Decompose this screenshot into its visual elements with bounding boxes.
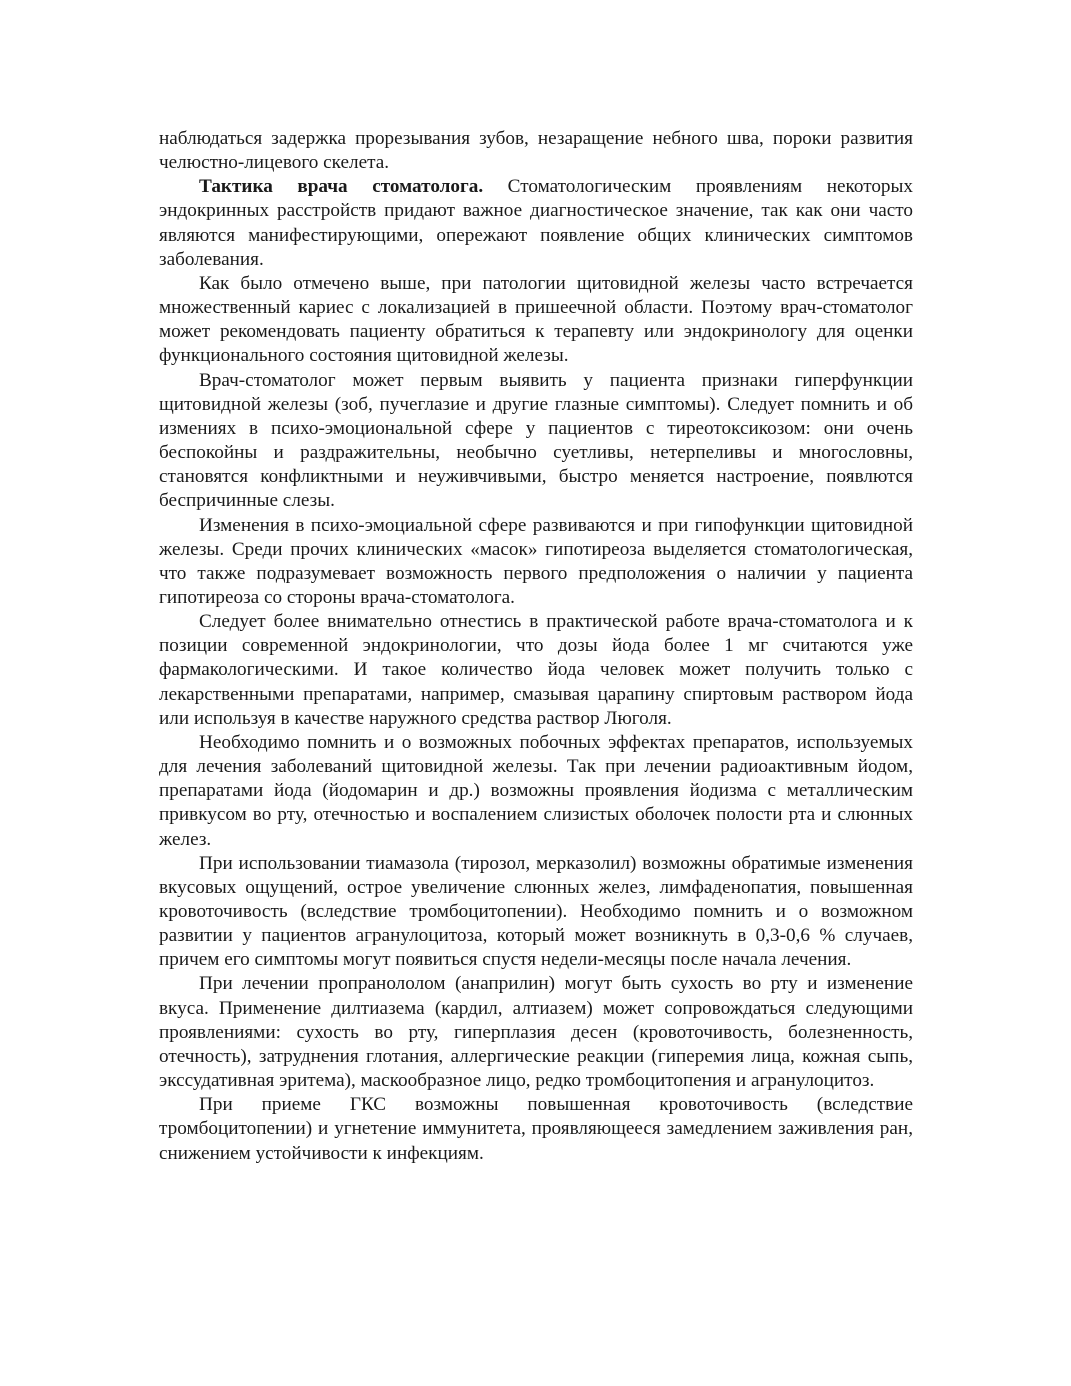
paragraph-text: При использовании тиамазола (тирозол, мерказолил) возможны обратимые изменения вкусовых ощущений, острое увеличение слюнных желез, лимфаденопатия, повышенная кровоточивость (вследствие тромбоцитопении). Необходимо помнить и о возможном развитии у пациентов агранулоцитоза, который может возникнуть в 0,3-0,6 % случаев, причем его симптомы могут появиться спустя недели-месяцы после начала лечения. (159, 852, 913, 971)
paragraph-side-effects (159, 731, 913, 852)
paragraph-dentist-tactics (159, 175, 913, 272)
paragraph-caries (159, 272, 913, 369)
paragraph-text: Как было отмечено выше, при патологии щитовидной железы часто встречается множественный кариес с локализацией в пришеечной области. Поэтому врач-стоматолог может рекомендовать пациенту обратиться к терапевту или эндокринологу для оценки функционального состояния щитовидной железы. (159, 272, 913, 367)
document-page (159, 127, 913, 1166)
paragraph-hyperfunction (159, 369, 913, 514)
paragraph-text: При лечении пропранололом (анаприлин) могут быть сухость во рту и изменение вкуса. Применение дилтиазема (кардил, алтиазем) может сопровождаться следующими проявлениями: сухость во рту, гиперплазия десен (кровоточивость, болезненность, отечность), затруднения глотания, аллергические реакции (гиперемия лица, кожная сыпь, экссудативная эритема), маскообразное лицо, редко тромбоцитопения и агранулоцитоз. (159, 973, 913, 1092)
paragraph-text: Стоматологическим проявлениям некоторых эндокринных расстройств придают важное диагностическое значение, так как они часто являются манифестирующими, опережают появление общих клинических симптомов заболевания. (159, 176, 913, 270)
paragraph-text: При приеме ГКС возможны повышенная кровоточивость (вследствие тромбоцитопении) и угнетение иммунитета, проявляющееся замедлением заживления ран, снижением устойчивости к инфекциям. (159, 1094, 913, 1164)
paragraph-gks (159, 1093, 913, 1165)
paragraph-propranolol (159, 972, 913, 1093)
paragraph-thiamazole (159, 852, 913, 973)
section-heading: Тактика врача стоматолога. (199, 176, 484, 198)
paragraph-text: Следует более внимательно отнестись в практической работе врача-стоматолога и к позиции современной эндокринологии, что дозы йода более 1 мг считаются уже фармакологическими. И такое количество йода человек может получить только с лекарственными препаратами, например, смазывая царапину спиртовым раствором йода или используя в качестве наружного средства раствор Люголя. (159, 611, 913, 729)
paragraph-text: Врач-стоматолог может первым выявить у пациента признаки гиперфункции щитовидной железы (зоб, пучеглазие и другие глазные симптомы). Следует помнить и об изменияx в психо-эмоциональной сфере у пациентов с тиреотоксикозом: они очень беспокойны и раздражительны, необычно суетливы, нетерпеливы и многословны, становятся конфликтными и неуживчивыми, быстро меняется настроение, появлются беспричинные слезы. (159, 369, 913, 512)
paragraph-iodine-dose (159, 610, 913, 731)
paragraph-text: Изменения в психо-эмоциальной сфере развиваются и при гипофункции щитовидной железы. Среди прочих клинических «масок» гипотиреоза выделяется стоматологическая, что также подразумевает возможность первого предположения о наличии у пациента гипотиреоза со стороны врача-стоматолога. (159, 514, 913, 608)
paragraph-text: наблюдаться задержка прорезывания зубов, незаращение небного шва, пороки развития челюстно-лицевого скелета. (159, 128, 913, 174)
paragraph-text: Необходимо помнить и о возможных побочных эффектах препаратов, используемых для лечения заболеваний щитовидной железы. Так при лечении радиоактивным йодом, препаратами йода (йодомарин и др.) возможны проявления йодизма с металлическим привкусом во рту, отечностью и воспалением слизистых оболочек полости рта и слюнных желез. (159, 731, 913, 850)
paragraph-hypofunction (159, 514, 913, 611)
paragraph-continuation (159, 127, 913, 175)
